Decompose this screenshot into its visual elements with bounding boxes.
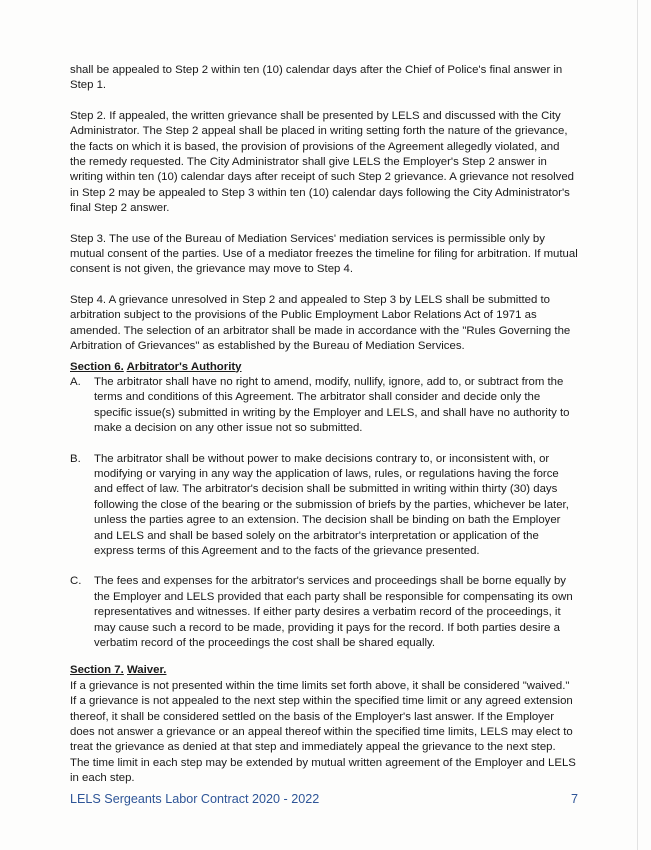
section-6-item-c [70, 574, 578, 651]
section-6-number: Section 6. [70, 360, 124, 373]
section-7-number: Section 7. [70, 664, 124, 677]
step-4-paragraph: Step 4. A grievance unresolved in Step 2 and appealed to Step 3 by LELS shall be submitted to arbitration subject to the provisions of the Public Employment Labor Relations Act of 1971 as amended. The selection of an arbitrator shall be made in accordance with the "Rules Governing the Arbitration of Grievances" as established by the Bureau of Mediation Services. [70, 293, 571, 353]
document-body [70, 63, 578, 787]
page-number: 7 [570, 792, 578, 806]
section-6-heading [70, 360, 578, 375]
section-6-title: Arbitrator's Authority [126, 360, 242, 373]
item-letter: C. [70, 575, 82, 588]
item-letter: A. [70, 375, 81, 388]
step-3-paragraph: Step 3. The use of the Bureau of Mediation Services' mediation services is permissible only by mutual consent of the parties. Use of a mediator freezes the timeline for filing for arbitration. If mutual consent is not given, the grievance may move to Step 4. [70, 232, 578, 276]
item-text: The fees and expenses for the arbitrator's services and proceedings shall be borne equally by the Employer and LELS provided that each party shall be responsible for compensating its own representatives and witnesses. If either party desires a verbatim record of the proceedings, it may cause such a record to be made, providing it pays for the record. If both parties desire a verbatim record of the proceedings the cost shall be shared equally. [94, 575, 573, 649]
page-edge-line [637, 0, 638, 850]
section-7-paragraph: If a grievance is not presented within the time limits set forth above, it shall be considered "waived." If a grievance is not appealed to the next step within the specified time limit or any agreed extension thereof, it shall be considered settled on the basis of the Employer's last answer. If the Employer does not answer a grievance or an appeal thereof within the specified time limits, LELS may elect to treat the grievance as denied at that step and immediately appeal the grievance to the next step. The time limit in each step may be extended by mutual written agreement of the Employer and LELS in each step. [70, 679, 576, 785]
section-6-item-b [70, 452, 578, 560]
item-text: The arbitrator shall have no right to amend, modify, nullify, ignore, add to, or subtract from the terms and conditions of this Agreement. The arbitrator shall consider and decide only the specific issue(s) submitted in writing by the Employer and LELS, and shall have no authority to make a decision on any other issue not so submitted. [94, 375, 570, 435]
step-2-paragraph: Step 2. If appealed, the written grievance shall be presented by LELS and discussed with the City Administrator. The Step 2 appeal shall be placed in writing setting forth the nature of the grievance, the facts on which it is based, the provision of provisions of the Agreement allegedly violated, and the remedy requested. The City Administrator shall give LELS the Employer's Step 2 answer in writing within ten (10) calendar days after receipt of such Step 2 grievance. A grievance not resolved in Step 2 may be appealed to Step 3 within ten (10) calendar days following the City Administrator's final Step 2 answer. [70, 109, 574, 215]
section-6-item-a [70, 375, 578, 437]
continued-paragraph: shall be appealed to Step 2 within ten (10) calendar days after the Chief of Police's final answer in Step 1. [70, 64, 563, 92]
item-letter: B. [70, 452, 81, 465]
page-footer [70, 792, 578, 806]
section-7-heading [70, 663, 578, 678]
section-7-title: Waiver. [126, 664, 167, 677]
footer-title: LELS Sergeants Labor Contract 2020 - 2022 [70, 792, 320, 806]
item-text: The arbitrator shall be without power to make decisions contrary to, or inconsistent with, or modifying or varying in any way the application of laws, rules, or regulations having the force and effect of law. The arbitrator's decision shall be submitted in writing within thirty (30) days following the close of the bearing or the submission of briefs by the parties, whichever be later, unless the parties agree to an extension. The decision shall be binding on bath the Employer and LELS and shall be based solely on the arbitrator's interpretation or application of the express terms of this Agreement and to the facts of the grievance presented. [94, 452, 569, 557]
